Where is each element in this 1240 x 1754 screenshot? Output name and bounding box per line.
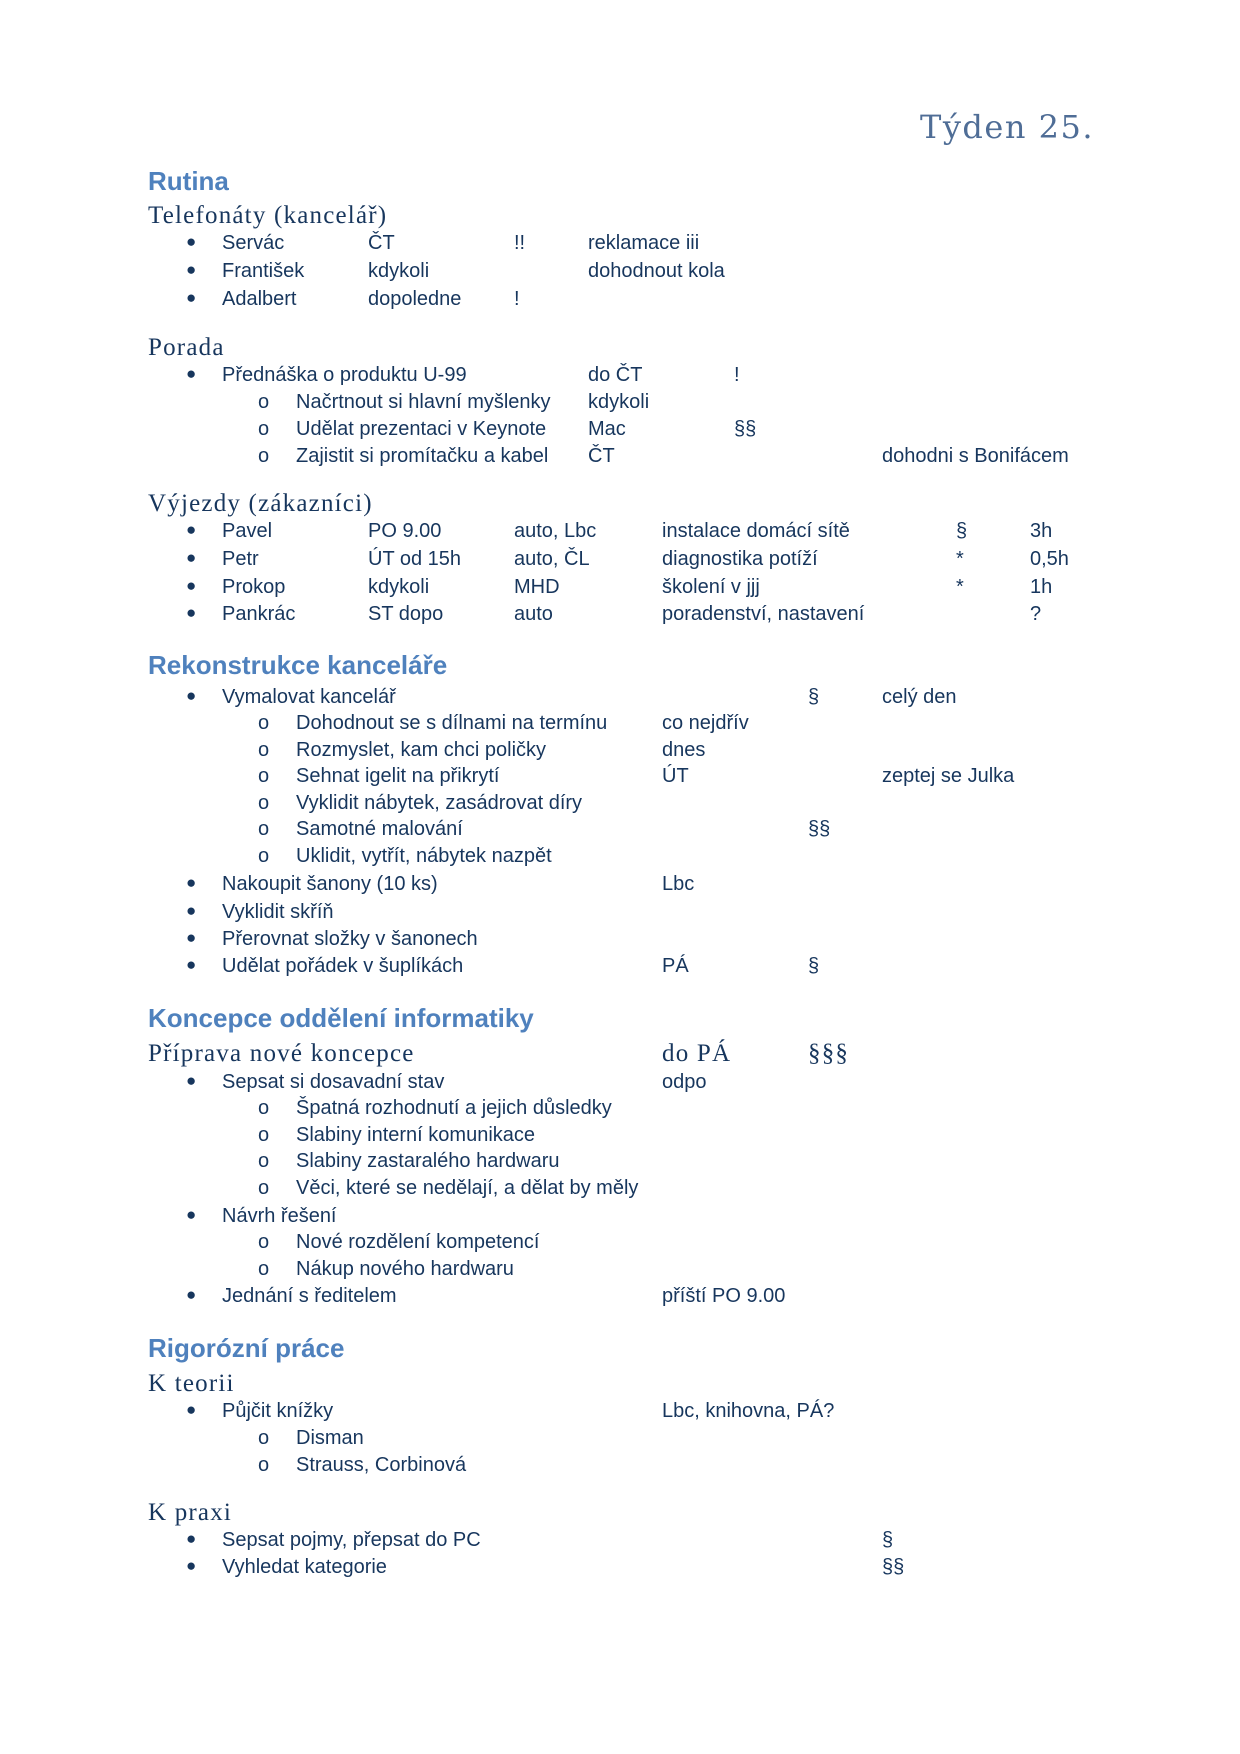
list-item <box>0 1205 1240 1233</box>
task-text: Slabiny interní komunikace <box>296 1124 536 1146</box>
bullet: ● <box>186 603 197 622</box>
list-item <box>0 1454 1240 1482</box>
task-text: Věci, které se nedělají, a dělat by měly <box>296 1177 639 1199</box>
visit-when: PO 9.00 <box>368 520 442 542</box>
task-note: dohodni s Bonifácem <box>882 445 1069 467</box>
sub-bullet: o <box>258 1097 270 1119</box>
sub-bullet: o <box>258 391 270 413</box>
heading-porada: Porada <box>148 334 225 361</box>
visit-task: instalace domácí sítě <box>662 520 850 542</box>
bullet: ● <box>186 260 197 279</box>
sub-bullet: o <box>258 765 270 787</box>
sub-bullet: o <box>258 1454 270 1476</box>
task-text: Samotné malování <box>296 818 463 840</box>
list-item <box>0 391 1240 419</box>
visit-transport: MHD <box>514 576 560 598</box>
task-when: ÚT <box>662 765 689 787</box>
call-name: Adalbert <box>222 288 297 310</box>
task-text: Vyklidit nábytek, zasádrovat díry <box>296 792 583 814</box>
task-text: Zajistit si promítačku a kabel <box>296 445 549 467</box>
task-mark: § <box>808 686 820 708</box>
sub-bullet: o <box>258 1150 270 1172</box>
task-text: Vymalovat kancelář <box>222 686 396 708</box>
task-when: ČT <box>588 445 615 467</box>
task-text: Disman <box>296 1427 364 1449</box>
task-priority: ! <box>734 364 740 386</box>
task-text: Sepsat si dosavadní stav <box>222 1071 445 1093</box>
bullet: ● <box>186 686 197 705</box>
visit-mark: * <box>956 576 964 598</box>
list-item <box>0 818 1240 846</box>
week-title: Týden 25. <box>919 108 1094 146</box>
task-text: Přerovnat složky v šanonech <box>222 928 478 950</box>
task-when: kdykoli <box>588 391 650 413</box>
visit-when: kdykoli <box>368 576 430 598</box>
visit-transport: auto, ČL <box>514 548 590 570</box>
sub-bullet: o <box>258 418 270 440</box>
task-text: Přednáška o produktu U-99 <box>222 364 467 386</box>
list-item <box>0 712 1240 740</box>
task-text: Sepsat pojmy, přepsat do PC <box>222 1529 481 1551</box>
visit-task: diagnostika potíží <box>662 548 818 570</box>
task-text: Půjčit knížky <box>222 1400 334 1422</box>
priprava-when: do PÁ <box>662 1040 732 1067</box>
list-item <box>0 1150 1240 1178</box>
list-item <box>0 792 1240 820</box>
visit-mark: § <box>956 520 968 542</box>
visit-name: Petr <box>222 548 259 570</box>
list-item <box>0 1400 1240 1428</box>
sub-bullet: o <box>258 739 270 761</box>
bullet: ● <box>186 928 197 947</box>
call-name: František <box>222 260 305 282</box>
visit-duration: 0,5h <box>1030 548 1069 570</box>
bullet: ● <box>186 1400 197 1419</box>
task-priority: §§ <box>734 418 757 440</box>
heading-telefonaty: Telefonáty (kancelář) <box>148 202 388 229</box>
list-item <box>0 1097 1240 1125</box>
call-when: dopoledne <box>368 288 462 310</box>
list-item <box>0 576 1240 604</box>
task-text: Udělat prezentaci v Keynote <box>296 418 547 440</box>
list-item <box>0 1177 1240 1205</box>
task-when: PÁ <box>662 955 689 977</box>
task-text: Nákup nového hardwaru <box>296 1258 514 1280</box>
list-item <box>0 686 1240 714</box>
sub-bullet: o <box>258 1258 270 1280</box>
heading-vyjezdy: Výjezdy (zákazníci) <box>148 490 373 517</box>
sub-bullet: o <box>258 1124 270 1146</box>
heading-rigorozni: Rigorózní práce <box>148 1333 345 1363</box>
bullet: ● <box>186 364 197 383</box>
task-text: Rozmyslet, kam chci poličky <box>296 739 547 761</box>
bullet: ● <box>186 1285 197 1304</box>
heading-koncepce: Koncepce oddělení informatiky <box>148 1003 534 1033</box>
visit-name: Pavel <box>222 520 273 542</box>
task-when: Mac <box>588 418 626 440</box>
list-item <box>0 260 1240 288</box>
task-mark: § <box>882 1529 894 1551</box>
task-when: dnes <box>662 739 706 761</box>
task-when: Lbc <box>662 873 695 895</box>
sub-bullet: o <box>258 1231 270 1253</box>
list-item <box>0 603 1240 631</box>
visit-task: poradenství, nastavení <box>662 603 865 625</box>
list-item <box>0 1258 1240 1286</box>
bullet: ● <box>186 548 197 567</box>
list-item <box>0 418 1240 446</box>
visit-mark: * <box>956 548 964 570</box>
bullet: ● <box>186 232 197 251</box>
visit-duration: 3h <box>1030 520 1053 542</box>
list-item <box>0 1071 1240 1099</box>
list-item <box>0 1231 1240 1259</box>
task-text: Uklidit, vytřít, nábytek nazpět <box>296 845 552 867</box>
list-item <box>0 232 1240 260</box>
list-item <box>0 739 1240 767</box>
list-item <box>0 1556 1240 1584</box>
list-item <box>0 445 1240 473</box>
call-when: ČT <box>368 232 395 254</box>
visit-when: ST dopo <box>368 603 444 625</box>
bullet: ● <box>186 1529 197 1548</box>
heading-rekonstrukce: Rekonstrukce kanceláře <box>148 650 448 680</box>
heading-priprava: Příprava nové koncepce <box>148 1040 415 1067</box>
visit-when: ÚT od 15h <box>368 548 462 570</box>
list-item <box>0 520 1240 548</box>
list-item <box>0 1285 1240 1313</box>
task-text: Udělat pořádek v šuplíkách <box>222 955 464 977</box>
visit-duration: ? <box>1030 603 1042 625</box>
sub-bullet: o <box>258 1177 270 1199</box>
sub-bullet: o <box>258 1427 270 1449</box>
visit-name: Prokop <box>222 576 286 598</box>
task-note: celý den <box>882 686 957 708</box>
task-text: Nakoupit šanony (10 ks) <box>222 873 438 895</box>
bullet: ● <box>186 955 197 974</box>
task-when: co nejdřív <box>662 712 749 734</box>
call-note: dohodnout kola <box>588 260 725 282</box>
task-text: Špatná rozhodnutí a jejich důsledky <box>296 1097 612 1119</box>
heading-praxe: K praxi <box>148 1499 233 1526</box>
list-item <box>0 901 1240 929</box>
sub-bullet: o <box>258 845 270 867</box>
list-item <box>0 1427 1240 1455</box>
task-when: do ČT <box>588 364 643 386</box>
heading-teorie: K teorii <box>148 1370 235 1397</box>
call-priority: !! <box>514 232 526 254</box>
bullet: ● <box>186 1205 197 1224</box>
task-mark: §§ <box>808 818 831 840</box>
call-priority: ! <box>514 288 520 310</box>
list-item <box>0 928 1240 956</box>
task-when: odpo <box>662 1071 707 1093</box>
task-text: Vyklidit skříň <box>222 901 334 923</box>
task-text: Nové rozdělení kompetencí <box>296 1231 540 1253</box>
sub-bullet: o <box>258 818 270 840</box>
task-text: Návrh řešení <box>222 1205 337 1227</box>
task-text: Strauss, Corbinová <box>296 1454 467 1476</box>
list-item <box>0 765 1240 793</box>
task-text: Dohodnout se s dílnami na termínu <box>296 712 608 734</box>
visit-transport: auto <box>514 603 553 625</box>
visit-transport: auto, Lbc <box>514 520 597 542</box>
call-note: reklamace iii <box>588 232 700 254</box>
task-note: zeptej se Julka <box>882 765 1015 787</box>
sub-bullet: o <box>258 792 270 814</box>
list-item <box>0 364 1240 392</box>
list-item <box>0 873 1240 901</box>
call-when: kdykoli <box>368 260 430 282</box>
task-when: příští PO 9.00 <box>662 1285 786 1307</box>
call-name: Servác <box>222 232 285 254</box>
list-item <box>0 548 1240 576</box>
visit-task: školení v jjj <box>662 576 760 598</box>
visit-duration: 1h <box>1030 576 1053 598</box>
bullet: ● <box>186 1556 197 1575</box>
sub-bullet: o <box>258 712 270 734</box>
bullet: ● <box>186 288 197 307</box>
sub-bullet: o <box>258 445 270 467</box>
bullet: ● <box>186 1071 197 1090</box>
priprava-mark: §§§ <box>808 1040 850 1067</box>
list-item <box>0 1124 1240 1152</box>
task-text: Vyhledat kategorie <box>222 1556 387 1578</box>
task-when: Lbc, knihovna, PÁ? <box>662 1400 835 1422</box>
task-text: Slabiny zastaralého hardwaru <box>296 1150 560 1172</box>
list-item <box>0 1529 1240 1557</box>
bullet: ● <box>186 873 197 892</box>
list-item <box>0 288 1240 316</box>
task-mark: §§ <box>882 1556 905 1578</box>
list-item <box>0 845 1240 873</box>
bullet: ● <box>186 520 197 539</box>
task-text: Jednání s ředitelem <box>222 1285 397 1307</box>
list-item <box>0 955 1240 983</box>
bullet: ● <box>186 901 197 920</box>
task-text: Načrtnout si hlavní myšlenky <box>296 391 551 413</box>
visit-name: Pankrác <box>222 603 296 625</box>
task-text: Sehnat igelit na přikrytí <box>296 765 500 787</box>
heading-rutina: Rutina <box>148 166 229 196</box>
task-mark: § <box>808 955 820 977</box>
bullet: ● <box>186 576 197 595</box>
